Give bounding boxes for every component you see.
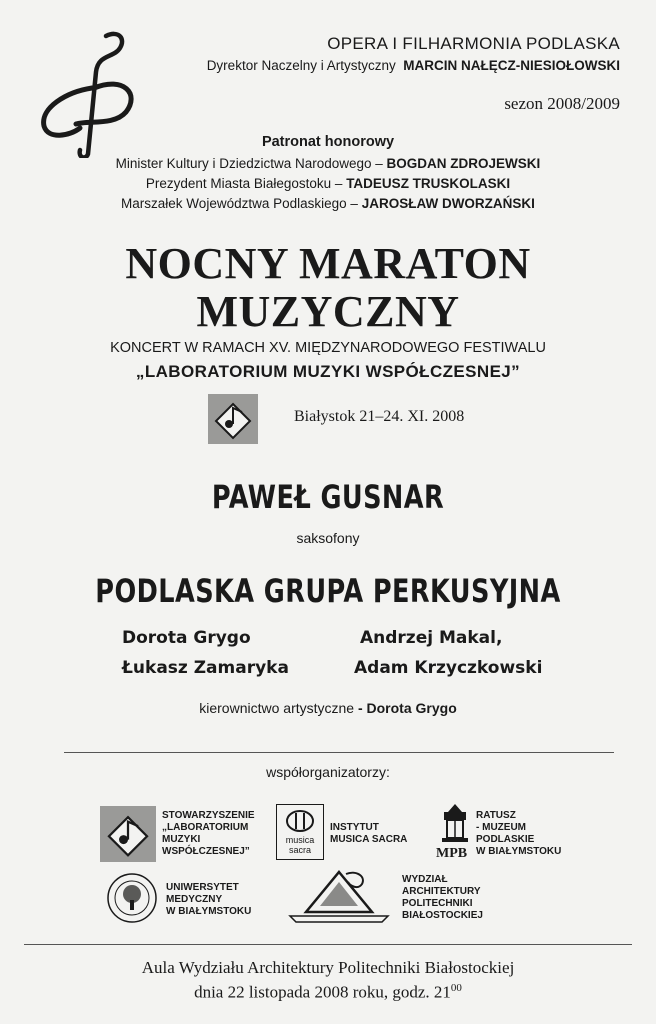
coorganizer-text: POLITECHNIKI [402,898,473,909]
musica-logo-text: musica [285,835,315,845]
concert-date [0,982,656,1003]
artistic-direction-label: kierownictwo artystyczne [199,700,355,716]
coorganizer-text: „LABORATORIUM [162,822,249,833]
divider [24,944,632,945]
coorganizer-text: W BIAŁYMSTOKU [476,846,562,857]
director-role: Dyrektor Naczelny i Artystyczny [206,58,396,73]
coorganizer-medical-university [166,882,251,918]
coorganizer-text: W BIAŁYMSTOKU [166,906,252,917]
coorganizer-text: INSTYTUT [330,822,379,833]
coorganizer-text: UNIWERSYTET [166,882,239,893]
patron-line [0,156,656,171]
soloist-instrument: saksofony [296,530,360,546]
member-name: Łukasz Zamaryka [122,658,289,678]
coorganizer-musica-sacra [330,822,407,846]
concert-time-minutes: 00 [450,982,462,994]
event-title-line2: MUZYCZNY [196,287,460,336]
patron-line [0,196,656,211]
patron-role: Prezydent Miasta Białegostoku – [145,176,343,191]
organization-name: OPERA I FILHARMONIA PODLASKA [327,34,620,53]
coorganizer-text: RATUSZ [476,810,516,821]
coorganizer-text: - MUZEUM [476,822,526,833]
artistic-direction [0,700,656,716]
coorganizer-museum [476,810,561,858]
coorganizers-label: współorganizatorzy: [266,764,390,780]
coorganizer-text: MUSICA SACRA [330,834,408,845]
member-name: Dorota Grygo [122,628,251,648]
patronage-title: Patronat honorowy [261,134,395,150]
concert-date-text: dnia 22 listopada 2008 roku, godz. 21 [194,982,451,1002]
event-title-line1: NOCNY MARATON [125,239,531,288]
architecture-faculty-logo-icon [286,868,392,924]
member-name: Adam Krzyczkowski [354,658,543,678]
patron-name: TADEUSZ TRUSKOLASKI [346,176,511,191]
medical-university-logo-icon [106,872,158,924]
coorganizer-text: MEDYCZNY [166,894,223,905]
season-label: sezon 2008/2009 [504,94,620,113]
laboratorium-logo-icon [208,394,258,444]
museum-logo-icon [438,802,472,846]
coorganizer-architecture-faculty [402,874,483,922]
patron-role: Minister Kultury i Dziedzictwa Narodowego – [115,156,383,171]
coorganizer-text: ARCHITEKTURY [402,886,481,897]
musica-sacra-mark-icon [285,809,315,833]
coorganizer-text: WYDZIAŁ [402,874,448,885]
coorganizer-text: MUZYKI [162,834,201,845]
coorganizer-text: STOWARZYSZENIE [162,810,255,821]
festival-dates: Białystok 21–24. XI. 2008 [294,408,465,425]
member-name: Andrzej Makal, [360,628,503,648]
festival-line: KONCERT W RAMACH XV. MIĘDZYNARODOWEGO FESTIWALU [110,340,546,356]
artistic-director: - Dorota Grygo [357,700,457,716]
patron-name: JAROSŁAW DWORZAŃSKI [361,196,535,211]
ensemble-name: PODLASKA GRUPA PERKUSYJNA [95,572,561,610]
coorganizer-text: PODLASKIE [476,834,535,845]
coorganizer-text: BIAŁOSTOCKIEJ [402,910,483,921]
director-line [207,58,620,73]
coorganizer-text: WSPÓŁCZESNEJ” [162,846,250,857]
museum-logo-text: MPB [436,846,468,861]
venue: Aula Wydziału Architektury Politechniki Białostockiej [141,958,515,977]
laboratorium-logo-icon [100,806,156,862]
patron-name: BOGDAN ZDROJEWSKI [386,156,541,171]
musica-sacra-logo-icon [276,804,324,860]
divider [64,752,614,753]
festival-name: „LABORATORIUM MUZYKI WSPÓŁCZESNEJ” [135,362,521,381]
soloist-name: PAWEŁ GUSNAR [211,478,445,516]
patron-role: Marszałek Województwa Podlaskiego – [121,196,358,211]
director-name: MARCIN NAŁĘCZ-NIESIOŁOWSKI [403,58,620,73]
patron-line [0,176,656,191]
coorganizer-laboratorium [162,810,255,858]
sacra-logo-text: sacra [288,845,311,855]
